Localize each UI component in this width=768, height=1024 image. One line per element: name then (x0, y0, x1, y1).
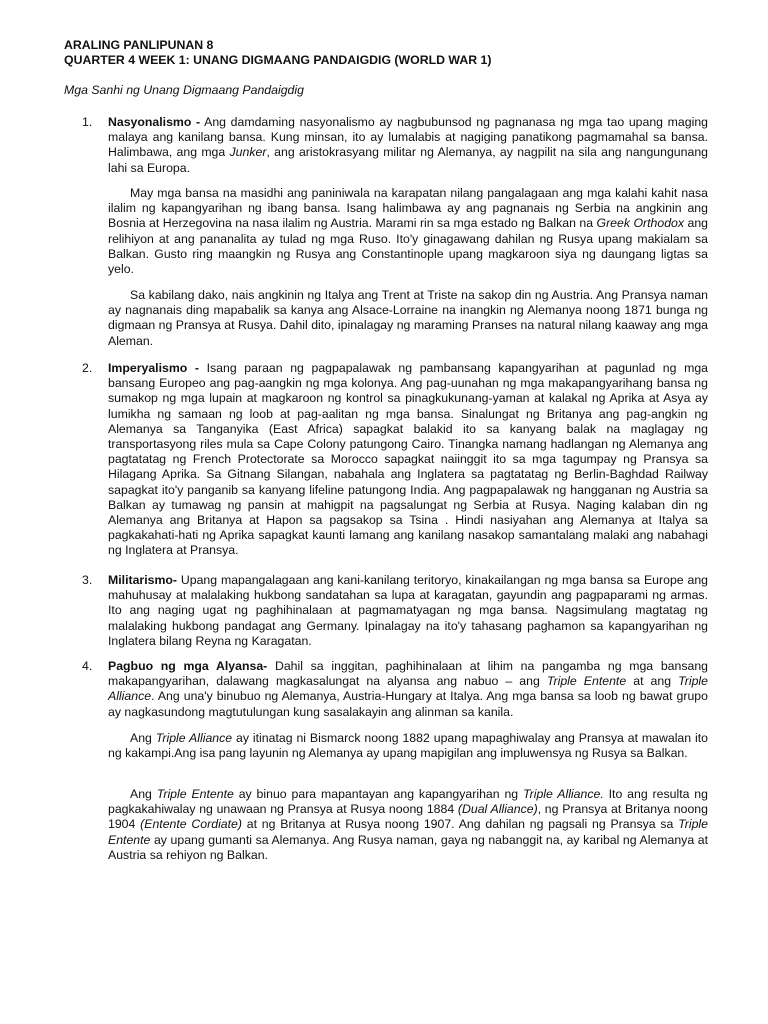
para-term: Triple Entente (156, 787, 234, 801)
para-text: ay upang gumanti sa Alemanya. Ang Rusya naman, gaya ng nabanggit na, ay karibal ng Alemanya at Austria sa rehiyon ng Balkan. (108, 832, 708, 862)
item-number: 2. (82, 361, 93, 375)
para-term: Triple Entente (108, 817, 708, 847)
item-term: Junker (229, 145, 267, 160)
para-text: Ang (130, 787, 157, 801)
para-text: Ito ang resulta ng pagkakahiwalay ng unawaan ng Pransya at Rusya noong 1884 (108, 787, 708, 817)
item-title: Imperyalismo - (108, 361, 199, 375)
list-item-3 (82, 573, 708, 649)
para-text: at ng Britanya at Rusya noong 1907. Ang dahilan ng pagsali ng Pransya sa (241, 817, 679, 832)
list-item-4 (82, 659, 708, 720)
item-term: Triple Entente (546, 674, 627, 689)
paragraph-1c (108, 288, 708, 349)
para-term: (Dual Alliance) (457, 802, 538, 817)
list-item-2 (82, 361, 708, 559)
item-text: , ang aristokrasyang militar ng Alemanya, ay nagpilit na sila ang nangungunang lahi sa Europa. (108, 145, 708, 175)
section-subtitle: Mga Sanhi ng Unang Digmaang Pandaigdig (64, 83, 304, 97)
paragraph-4c (108, 787, 708, 863)
para-term: Triple Alliance. (523, 787, 604, 801)
course-title: ARALING PANLIPUNAN 8 (64, 38, 214, 52)
para-text: , ng Pransya at Britanya noong 1904 (108, 802, 708, 832)
para-term: Greek Orthodox (596, 216, 685, 231)
item-number: 3. (82, 573, 93, 587)
lesson-title: QUARTER 4 WEEK 1: UNANG DIGMAANG PANDAIGDIG (WORLD WAR 1) (64, 53, 492, 67)
para-text: Ang (130, 731, 156, 745)
item-paragraph (108, 115, 708, 176)
list-item-1 (82, 115, 708, 176)
item-paragraph (108, 659, 708, 720)
item-text: Isang paraan ng pagpapalawak ng pambansang kapangyarihan at pagunlad ng mga bansang Europeo ang pag-aangkin ng mga kolonya. Ang pag-uunahan ng mga makapangyarihang bansa ng sumakop ng mga lupain at magkaroon ng kontrol sa pinagkukunang-yaman at kalakal ng Aprika at Asya ay lumikha ng samaan ng loob at pag-aalitan ng mga bansa. Sinalungat ng Britanya ang pag-angkin ng Alemanya sa Tanganyika (East Africa) sapagkat balakid ito sa kanyang balak na maglagay ng transportasyong riles mula sa Cape Colony patungong Cairo. Tinangka namang hadlangan ng Alemanya ang pagtatatag ng French Protectorate sa Morocco sapagkat naiinggit ito sa mga tagumpay ng Pransya sa Hilagang Aprika. Sa Gitnang Silangan, nabahala ang Inglatera sa pagtatatag ng Berlin-Baghdad Railway sapagkat ito'y panganib sa kanyang lifeline patungong India. Ang pagpapalawak ng hangganan ng Austria sa Balkan ay tumawag ng pansin at mahigpit na pagsalungat ng Serbia at Rusya. Naging kalaban din ng Alemanya ang Britanya at Hapon sa pagsakop sa Tsina . Hindi nasiyahan ang Alemanya at Italya sa pagkakahati-hati ng Aprika sapagkat kaunti lamang ang kanilang nasakop samantalang malaki ang nabahagi ng Inglatera at Pransya. (108, 361, 709, 558)
item-text: Ang damdaming nasyonalismo ay nagbubunsod ng pagnanasa ng mga tao upang maging malaya ang kanilang bansa. Kung minsan, ito ay lumalabis at nagiging panatikong pagmamahal sa bansa. Halimbawa, ang mga (108, 115, 709, 160)
para-text: Sa kabilang dako, nais angkinin ng Italya ang Trent at Triste na sakop din ng Austria. Ang Pransya naman ay nagnanais ding mapabalik sa kanya ang Alsace-Lorraine na inangkin ng Alemanya noong 1871 bunga ng digmaan ng Pransya at Rusya. Dahil dito, ipinalagay ng maraming Pranses na natural nilang kaaway ang mga Aleman. (108, 288, 708, 348)
para-text: May mga bansa na masidhi ang paniniwala na karapatan nilang pangalagaan ang mga kalahi kahit nasa ilalim ng kapangyarihan ng ibang bansa. Isang halimbawa ay ang pagnanais ng Serbia na angkinin ang Bosnia at Herzegovina na nasa ilalim ng Austria. Marami rin sa mga estado ng Balkan na (108, 186, 708, 231)
para-text: ang relihiyon at ang pananalita ay tulad ng mga Ruso. Ito'y ginagawang dahilan ng Rusya upang makialam sa Balkan. Gusto ring maangkin ng Rusya ang Constantinople upang magkaroon siya ng daungang ligtas sa yelo. (108, 216, 708, 277)
item-paragraph (108, 361, 708, 559)
item-title: Nasyonalismo - (108, 115, 201, 129)
item-title: Pagbuo ng mga Alyansa- (108, 659, 268, 673)
paragraph-1b (108, 186, 708, 277)
item-text: Upang mapangalagaan ang kani-kanilang teritoryo, kinakailangan ng mga bansa sa Europe ang mahuhusay at malalaking hukbong sandatahan sa lupa at karagatan, gayundin ang pagpaparami ng armas. Ito ang naging ugat ng paghihinalaan at pagmamatyagan ng mga bansa. Nagsimulang magtatag ng malalaking hukbong pandagat ang Germany. Ipinalagay na ito'y tahasang paghamon sa kapangyarihan ng Inglatera bilang Reyna ng Karagatan. (108, 573, 708, 648)
item-term: Triple Alliance (108, 674, 708, 704)
item-title: Militarismo- (108, 573, 178, 587)
item-text: . Ang una'y binubuo ng Alemanya, Austria-Hungary at Italya. Ang mga bansa sa loob ng bawat grupo ay nagkasundong magtutulungan kung sasalakayin ang alinman sa kanila. (108, 689, 708, 719)
para-term: Triple Alliance (155, 731, 233, 745)
para-text: ay binuo para mapantayan ang kapangyarihan ng (233, 787, 524, 801)
item-number: 4. (82, 659, 93, 673)
item-paragraph (108, 573, 708, 649)
item-number: 1. (82, 115, 93, 129)
item-text: at ang (626, 674, 679, 689)
para-term: (Entente Cordiate) (140, 817, 242, 832)
paragraph-4b (108, 731, 708, 761)
para-text: ay itinatag ni Bismarck noong 1882 upang mapaghiwalay ang Pransya at mawalan ito ng kakampi.Ang isa pang layunin ng Alemanya ay upang mapigilan ang impluwensya ng Rusya sa Balkan. (108, 731, 708, 761)
item-text: Dahil sa inggitan, paghihinalaan at lihim na pangamba ng mga bansang makapangyarihan, dalawang magkasalungat na alyansa ang nabuo – ang (108, 659, 709, 689)
